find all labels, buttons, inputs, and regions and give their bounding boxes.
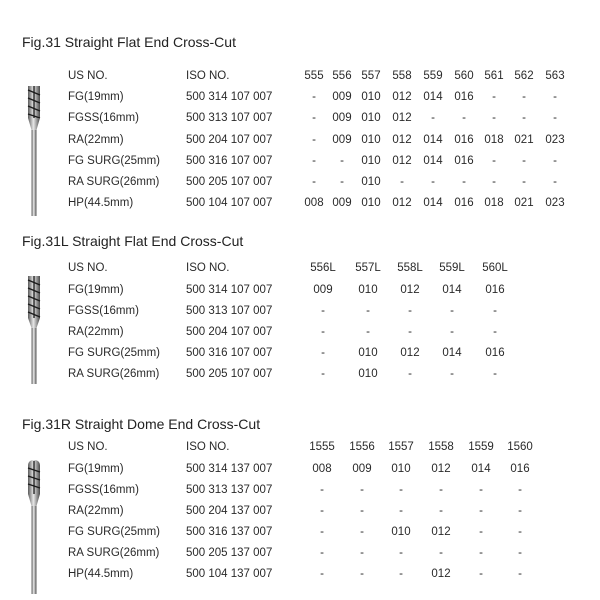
value-cell: -: [553, 91, 557, 103]
value-cell: -: [450, 326, 454, 338]
us-no-cell: FGSS(16mm): [68, 305, 139, 317]
value-cell: -: [450, 368, 454, 380]
iso-no-cell: 500 316 107 007: [186, 347, 273, 359]
iso-no-cell: 500 204 107 007: [186, 326, 273, 338]
value-cell: 014: [442, 284, 462, 296]
iso-no-cell: 500 314 107 007: [186, 91, 273, 103]
value-cell: 010: [358, 368, 378, 380]
table-row: [0, 193, 600, 213]
value-cell: 010: [361, 176, 381, 188]
value-cell: 012: [392, 155, 412, 167]
size-header: 559: [423, 70, 443, 82]
figure-31-header-row: [0, 66, 600, 86]
value-cell: 014: [423, 197, 443, 209]
value-cell: -: [312, 134, 316, 146]
size-header: 560: [454, 70, 474, 82]
value-cell: -: [360, 568, 364, 580]
iso-no-header: ISO NO.: [186, 262, 230, 274]
value-cell: -: [518, 547, 522, 559]
value-cell: 016: [510, 463, 530, 475]
value-cell: -: [493, 305, 497, 317]
value-cell: -: [553, 155, 557, 167]
us-no-cell: FG(19mm): [68, 91, 124, 103]
value-cell: -: [360, 484, 364, 496]
value-cell: -: [321, 347, 325, 359]
table-row: [0, 459, 600, 479]
value-cell: -: [431, 112, 435, 124]
value-cell: 009: [352, 463, 372, 475]
iso-no-cell: 500 313 107 007: [186, 305, 273, 317]
value-cell: -: [366, 305, 370, 317]
value-cell: 016: [454, 155, 474, 167]
value-cell: 023: [545, 134, 565, 146]
size-header: 557: [361, 70, 381, 82]
us-no-cell: FG(19mm): [68, 284, 124, 296]
value-cell: -: [320, 526, 324, 538]
iso-no-cell: 500 104 137 007: [186, 568, 273, 580]
value-cell: -: [340, 176, 344, 188]
value-cell: 014: [442, 347, 462, 359]
value-cell: -: [360, 547, 364, 559]
value-cell: -: [462, 176, 466, 188]
value-cell: -: [320, 505, 324, 517]
value-cell: 012: [400, 347, 420, 359]
iso-no-cell: 500 314 107 007: [186, 284, 273, 296]
figure-31l-header-row: [0, 258, 600, 278]
value-cell: -: [320, 484, 324, 496]
value-cell: -: [399, 547, 403, 559]
us-no-cell: FG SURG(25mm): [68, 347, 160, 359]
size-header: 1557: [388, 441, 414, 453]
value-cell: -: [522, 176, 526, 188]
size-header: 1559: [468, 441, 494, 453]
value-cell: -: [479, 484, 483, 496]
us-no-cell: RA(22mm): [68, 134, 124, 146]
value-cell: 016: [454, 91, 474, 103]
value-cell: -: [366, 326, 370, 338]
value-cell: -: [312, 176, 316, 188]
value-cell: 010: [361, 112, 381, 124]
value-cell: 010: [358, 347, 378, 359]
value-cell: 012: [392, 112, 412, 124]
us-no-cell: FG SURG(25mm): [68, 526, 160, 538]
value-cell: 009: [332, 134, 352, 146]
value-cell: -: [518, 484, 522, 496]
value-cell: -: [399, 568, 403, 580]
us-no-cell: FGSS(16mm): [68, 484, 139, 496]
us-no-header: US NO.: [68, 70, 108, 82]
iso-no-cell: 500 313 107 007: [186, 112, 273, 124]
size-header: 562: [514, 70, 534, 82]
iso-no-cell: 500 314 137 007: [186, 463, 273, 475]
value-cell: 010: [361, 197, 381, 209]
value-cell: -: [450, 305, 454, 317]
value-cell: -: [522, 112, 526, 124]
value-cell: 010: [361, 134, 381, 146]
us-no-cell: HP(44.5mm): [68, 568, 134, 580]
value-cell: -: [522, 155, 526, 167]
value-cell: 008: [304, 197, 324, 209]
value-cell: 012: [431, 463, 451, 475]
value-cell: 016: [454, 134, 474, 146]
value-cell: -: [479, 568, 483, 580]
value-cell: 010: [361, 155, 381, 167]
value-cell: -: [439, 547, 443, 559]
value-cell: 009: [313, 284, 333, 296]
size-header: 560L: [482, 262, 508, 274]
iso-no-cell: 500 205 137 007: [186, 547, 273, 559]
value-cell: -: [493, 326, 497, 338]
table-row: [0, 87, 600, 107]
table-row: [0, 522, 600, 542]
value-cell: 012: [392, 91, 412, 103]
size-header: 1560: [507, 441, 533, 453]
value-cell: 016: [485, 347, 505, 359]
size-header: 555: [304, 70, 324, 82]
value-cell: -: [479, 505, 483, 517]
table-row: [0, 480, 600, 500]
figure-31r-title: Fig.31R Straight Dome End Cross-Cut: [22, 416, 261, 432]
value-cell: -: [360, 526, 364, 538]
value-cell: 014: [423, 134, 443, 146]
value-cell: -: [408, 326, 412, 338]
us-no-header: US NO.: [68, 262, 108, 274]
value-cell: -: [492, 112, 496, 124]
value-cell: -: [479, 547, 483, 559]
value-cell: 012: [392, 134, 412, 146]
table-row: [0, 108, 600, 128]
iso-no-cell: 500 104 107 007: [186, 197, 273, 209]
value-cell: -: [360, 505, 364, 517]
us-no-cell: RA SURG(26mm): [68, 176, 160, 188]
value-cell: -: [320, 568, 324, 580]
value-cell: -: [321, 368, 325, 380]
us-no-header: US NO.: [68, 441, 108, 453]
iso-no-cell: 500 313 137 007: [186, 484, 273, 496]
size-header: 558L: [397, 262, 423, 274]
size-header: 556: [332, 70, 352, 82]
figure-31l-title: Fig.31L Straight Flat End Cross-Cut: [22, 233, 244, 249]
iso-no-cell: 500 204 137 007: [186, 505, 273, 517]
value-cell: 014: [471, 463, 491, 475]
size-header: 557L: [355, 262, 381, 274]
value-cell: -: [492, 155, 496, 167]
table-row: [0, 280, 600, 300]
us-no-cell: RA(22mm): [68, 505, 124, 517]
value-cell: -: [312, 91, 316, 103]
value-cell: 021: [514, 134, 534, 146]
value-cell: 008: [312, 463, 332, 475]
iso-no-cell: 500 316 137 007: [186, 526, 273, 538]
iso-no-header: ISO NO.: [186, 441, 230, 453]
iso-no-cell: 500 204 107 007: [186, 134, 273, 146]
us-no-cell: RA SURG(26mm): [68, 368, 160, 380]
value-cell: 023: [545, 197, 565, 209]
value-cell: -: [522, 91, 526, 103]
value-cell: 016: [485, 284, 505, 296]
value-cell: -: [321, 305, 325, 317]
value-cell: -: [439, 505, 443, 517]
us-no-cell: RA(22mm): [68, 326, 124, 338]
value-cell: -: [479, 526, 483, 538]
iso-no-cell: 500 205 107 007: [186, 368, 273, 380]
value-cell: 018: [484, 134, 504, 146]
size-header: 558: [392, 70, 412, 82]
value-cell: 012: [400, 284, 420, 296]
value-cell: 012: [431, 526, 451, 538]
table-row: [0, 501, 600, 521]
size-header: 561: [484, 70, 504, 82]
value-cell: -: [553, 176, 557, 188]
value-cell: -: [312, 155, 316, 167]
us-no-cell: HP(44.5mm): [68, 197, 134, 209]
table-row: [0, 364, 600, 384]
value-cell: 014: [423, 91, 443, 103]
table-row: [0, 151, 600, 171]
value-cell: 012: [431, 568, 451, 580]
iso-no-header: ISO NO.: [186, 70, 230, 82]
size-header: 1555: [309, 441, 335, 453]
us-no-cell: FG SURG(25mm): [68, 155, 160, 167]
value-cell: 014: [423, 155, 443, 167]
iso-no-cell: 500 316 107 007: [186, 155, 273, 167]
table-row: [0, 172, 600, 192]
value-cell: 010: [391, 526, 411, 538]
value-cell: -: [400, 176, 404, 188]
value-cell: 010: [361, 91, 381, 103]
us-no-cell: RA SURG(26mm): [68, 547, 160, 559]
size-header: 1556: [349, 441, 375, 453]
table-row: [0, 130, 600, 150]
size-header: 563: [545, 70, 565, 82]
value-cell: -: [312, 112, 316, 124]
value-cell: -: [518, 505, 522, 517]
value-cell: -: [518, 526, 522, 538]
table-row: [0, 543, 600, 563]
figure-31r-header-row: [0, 437, 600, 457]
value-cell: -: [320, 547, 324, 559]
size-header: 556L: [310, 262, 336, 274]
value-cell: -: [518, 568, 522, 580]
value-cell: -: [493, 368, 497, 380]
value-cell: -: [439, 484, 443, 496]
value-cell: 012: [392, 197, 412, 209]
value-cell: 010: [391, 463, 411, 475]
us-no-cell: FG(19mm): [68, 463, 124, 475]
iso-no-cell: 500 205 107 007: [186, 176, 273, 188]
value-cell: -: [492, 91, 496, 103]
table-row: [0, 301, 600, 321]
value-cell: -: [462, 112, 466, 124]
value-cell: 009: [332, 197, 352, 209]
value-cell: -: [321, 326, 325, 338]
value-cell: -: [340, 155, 344, 167]
value-cell: 021: [514, 197, 534, 209]
value-cell: 018: [484, 197, 504, 209]
table-row: [0, 564, 600, 584]
value-cell: 016: [454, 197, 474, 209]
size-header: 1558: [428, 441, 454, 453]
us-no-cell: FGSS(16mm): [68, 112, 139, 124]
value-cell: 010: [358, 284, 378, 296]
value-cell: -: [553, 112, 557, 124]
value-cell: -: [399, 484, 403, 496]
value-cell: 009: [332, 112, 352, 124]
value-cell: 009: [332, 91, 352, 103]
value-cell: -: [431, 176, 435, 188]
size-header: 559L: [439, 262, 465, 274]
value-cell: -: [492, 176, 496, 188]
value-cell: -: [399, 505, 403, 517]
table-row: [0, 322, 600, 342]
table-row: [0, 343, 600, 363]
value-cell: -: [408, 368, 412, 380]
figure-31-title: Fig.31 Straight Flat End Cross-Cut: [22, 34, 236, 50]
value-cell: -: [408, 305, 412, 317]
